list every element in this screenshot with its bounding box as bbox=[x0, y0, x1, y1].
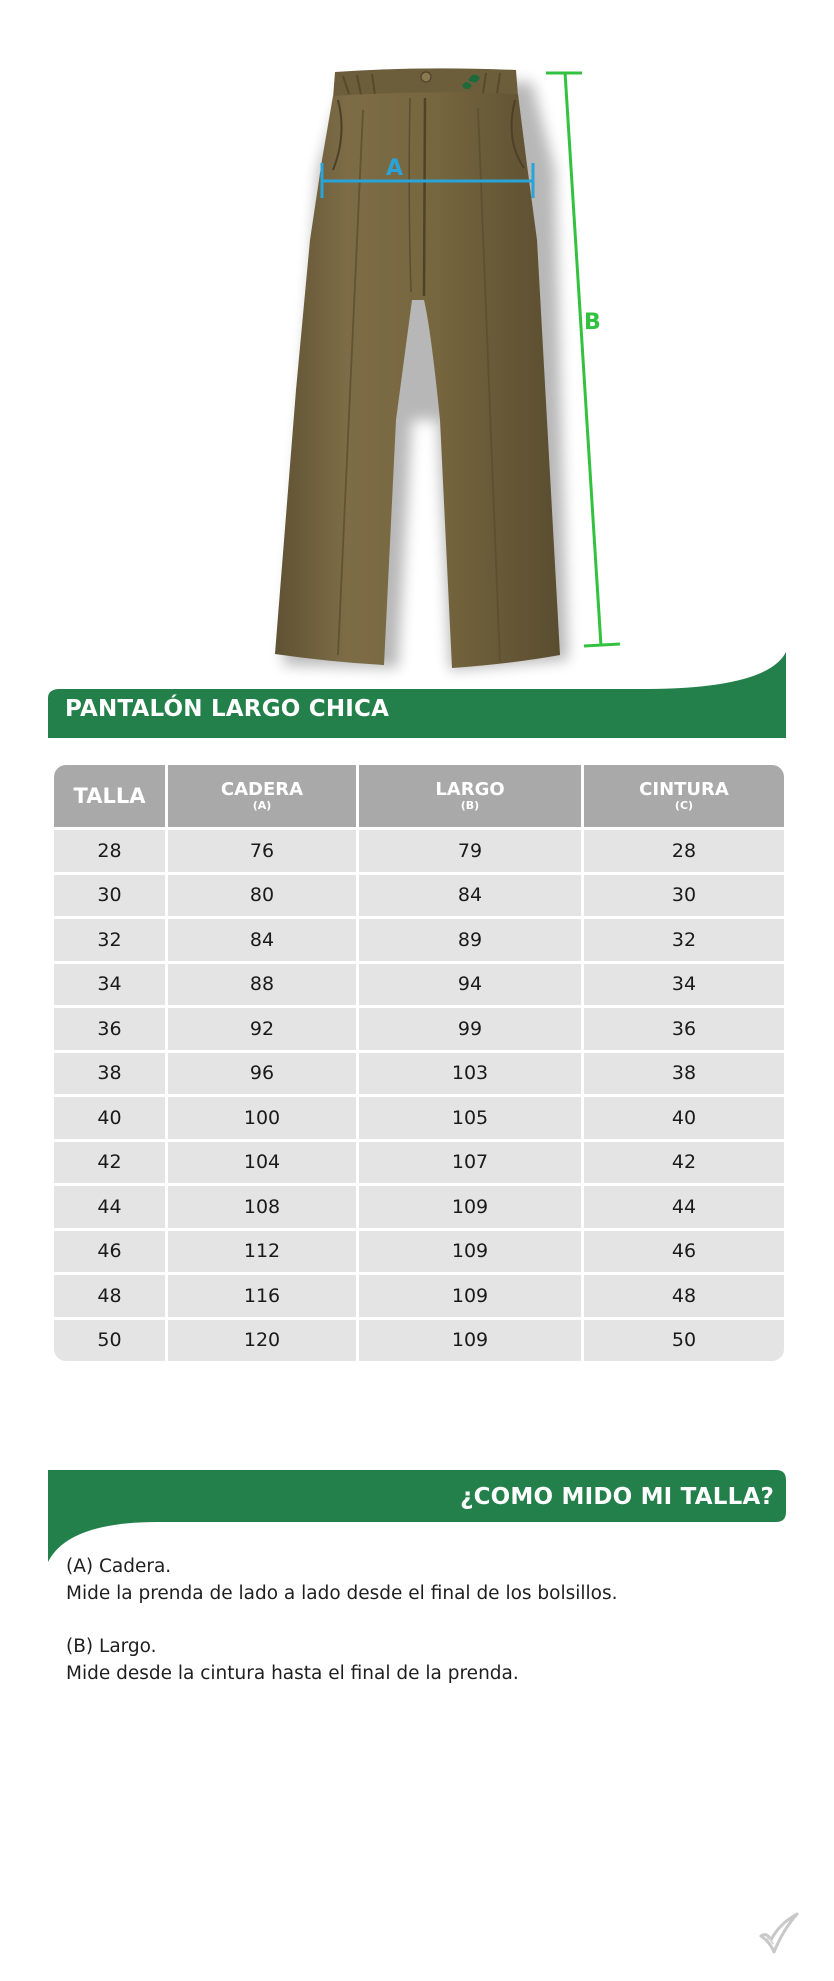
table-row bbox=[54, 1275, 784, 1317]
table-row bbox=[54, 1231, 784, 1273]
cintura-cell: 46 bbox=[584, 1231, 784, 1273]
measurement-b-label: B bbox=[584, 310, 601, 335]
cadera-cell: 84 bbox=[168, 919, 356, 961]
cadera-cell: 112 bbox=[168, 1231, 356, 1273]
measurement-a-label: A bbox=[386, 156, 404, 181]
table-row bbox=[54, 1142, 784, 1184]
column-header-label: CINTURA bbox=[639, 779, 729, 800]
largo-cell: 105 bbox=[359, 1097, 581, 1139]
talla-cell: 42 bbox=[54, 1142, 165, 1184]
column-header-talla bbox=[54, 765, 165, 827]
cintura-cell: 36 bbox=[584, 1008, 784, 1050]
cintura-cell: 28 bbox=[584, 830, 784, 872]
instruction-description: Mide desde la cintura hasta el final de la prenda. bbox=[66, 1663, 519, 1684]
column-header-sublabel: (B) bbox=[460, 799, 480, 812]
howto-title-banner bbox=[48, 1470, 786, 1566]
cadera-cell: 104 bbox=[168, 1142, 356, 1184]
talla-cell: 40 bbox=[54, 1097, 165, 1139]
largo-cell: 99 bbox=[359, 1008, 581, 1050]
cintura-cell: 44 bbox=[584, 1186, 784, 1228]
talla-cell: 30 bbox=[54, 875, 165, 917]
product-banner-shape bbox=[48, 648, 786, 738]
column-header-sublabel: (C) bbox=[674, 799, 694, 812]
cintura-cell: 34 bbox=[584, 964, 784, 1006]
cadera-cell: 120 bbox=[168, 1320, 356, 1362]
talla-cell: 48 bbox=[54, 1275, 165, 1317]
largo-cell: 94 bbox=[359, 964, 581, 1006]
column-header-label: LARGO bbox=[435, 779, 505, 800]
product-title-banner bbox=[48, 648, 786, 738]
largo-cell: 103 bbox=[359, 1053, 581, 1095]
column-header-sublabel: (A) bbox=[252, 799, 272, 812]
cadera-cell: 92 bbox=[168, 1008, 356, 1050]
largo-cell: 109 bbox=[359, 1275, 581, 1317]
instruction-description: Mide la prenda de lado a lado desde el final de los bolsillos. bbox=[66, 1583, 618, 1604]
talla-cell: 36 bbox=[54, 1008, 165, 1050]
trousers-illustration bbox=[0, 0, 834, 690]
cadera-cell: 116 bbox=[168, 1275, 356, 1317]
table-row bbox=[54, 1097, 784, 1139]
column-header-label: TALLA bbox=[73, 784, 146, 808]
instruction-item bbox=[66, 1633, 766, 1687]
cintura-cell: 42 bbox=[584, 1142, 784, 1184]
largo-cell: 107 bbox=[359, 1142, 581, 1184]
cintura-cell: 50 bbox=[584, 1320, 784, 1362]
cadera-cell: 88 bbox=[168, 964, 356, 1006]
largo-cell: 79 bbox=[359, 830, 581, 872]
talla-cell: 44 bbox=[54, 1186, 165, 1228]
cadera-cell: 96 bbox=[168, 1053, 356, 1095]
largo-cell: 84 bbox=[359, 875, 581, 917]
cintura-cell: 30 bbox=[584, 875, 784, 917]
largo-cell: 109 bbox=[359, 1231, 581, 1273]
table-row bbox=[54, 1186, 784, 1228]
table-row bbox=[54, 1053, 784, 1095]
table-row bbox=[54, 1320, 784, 1362]
instruction-term: (A) Cadera. bbox=[66, 1556, 172, 1577]
product-title: PANTALÓN LARGO CHICA bbox=[65, 696, 390, 722]
talla-cell: 46 bbox=[54, 1231, 165, 1273]
talla-cell: 32 bbox=[54, 919, 165, 961]
talla-cell: 28 bbox=[54, 830, 165, 872]
column-header-cadera bbox=[168, 765, 356, 827]
size-table-header-row bbox=[54, 765, 784, 827]
talla-cell: 50 bbox=[54, 1320, 165, 1362]
size-chart-table bbox=[51, 762, 787, 1364]
howto-instructions bbox=[66, 1553, 766, 1713]
howto-title: ¿COMO MIDO MI TALLA? bbox=[460, 1484, 774, 1510]
talla-cell: 38 bbox=[54, 1053, 165, 1095]
talla-cell: 34 bbox=[54, 964, 165, 1006]
table-row bbox=[54, 919, 784, 961]
cadera-cell: 108 bbox=[168, 1186, 356, 1228]
largo-cell: 109 bbox=[359, 1186, 581, 1228]
largo-cell: 89 bbox=[359, 919, 581, 961]
table-row bbox=[54, 875, 784, 917]
cadera-cell: 80 bbox=[168, 875, 356, 917]
instruction-term: (B) Largo. bbox=[66, 1636, 157, 1657]
column-header-cintura bbox=[584, 765, 784, 827]
table-row bbox=[54, 830, 784, 872]
checkmark-logo-icon bbox=[757, 1912, 801, 1956]
column-header-largo bbox=[359, 765, 581, 827]
cadera-cell: 100 bbox=[168, 1097, 356, 1139]
cintura-cell: 40 bbox=[584, 1097, 784, 1139]
column-header-label: CADERA bbox=[220, 779, 304, 800]
instruction-item bbox=[66, 1553, 766, 1607]
largo-cell: 109 bbox=[359, 1320, 581, 1362]
cintura-cell: 32 bbox=[584, 919, 784, 961]
table-row bbox=[54, 1008, 784, 1050]
cintura-cell: 38 bbox=[584, 1053, 784, 1095]
cadera-cell: 76 bbox=[168, 830, 356, 872]
table-row bbox=[54, 964, 784, 1006]
cintura-cell: 48 bbox=[584, 1275, 784, 1317]
